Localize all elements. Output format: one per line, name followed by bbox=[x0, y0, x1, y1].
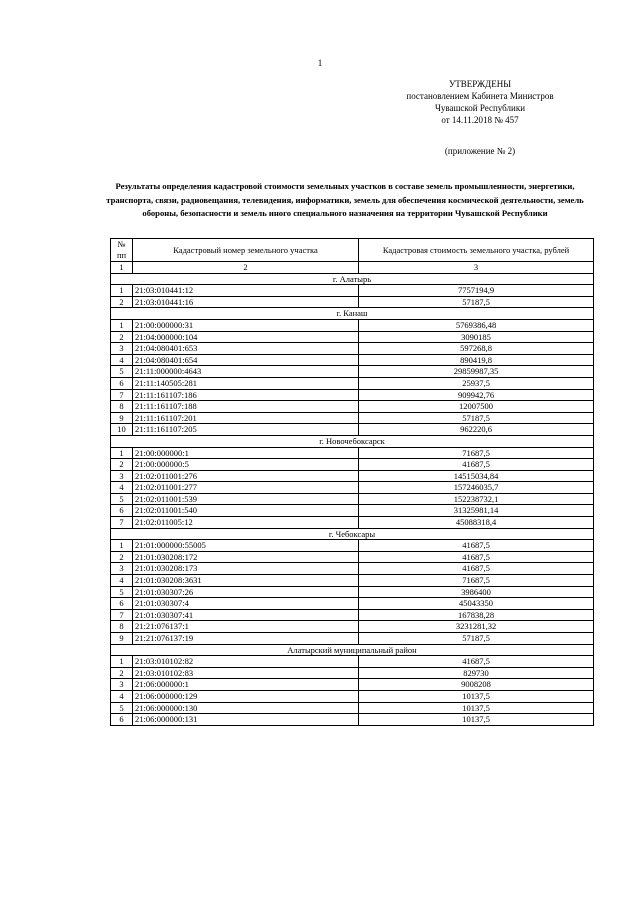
cadastral-value: 152238732,1 bbox=[359, 493, 594, 505]
cadastral-value: 10137,5 bbox=[359, 714, 594, 726]
row-number: 5 bbox=[111, 586, 133, 598]
row-number: 6 bbox=[111, 714, 133, 726]
cadastral-number: 21:04:080401:653 bbox=[133, 343, 359, 355]
cadastral-value: 909942,76 bbox=[359, 389, 594, 401]
cadastral-number: 21:00:000000:1 bbox=[133, 447, 359, 459]
row-number: 1 bbox=[111, 656, 133, 668]
cadastral-value: 57187,5 bbox=[359, 412, 594, 424]
cadastral-value: 45043350 bbox=[359, 598, 594, 610]
cadastral-number: 21:06:000000:1 bbox=[133, 679, 359, 691]
cadastral-number: 21:06:000000:131 bbox=[133, 714, 359, 726]
column-number-row bbox=[111, 262, 594, 274]
row-number: 5 bbox=[111, 702, 133, 714]
cadastral-number: 21:11:161107:201 bbox=[133, 412, 359, 424]
section-row bbox=[111, 308, 594, 320]
cadastral-value: 45088318,4 bbox=[359, 517, 594, 529]
row-number: 6 bbox=[111, 377, 133, 389]
table-row bbox=[111, 690, 594, 702]
table-row bbox=[111, 459, 594, 471]
cadastral-value: 10137,5 bbox=[359, 702, 594, 714]
cadastral-number: 21:03:010102:83 bbox=[133, 667, 359, 679]
cadastral-table bbox=[110, 238, 594, 726]
cadastral-number: 21:01:030307:41 bbox=[133, 609, 359, 621]
cadastral-value: 25937,5 bbox=[359, 377, 594, 389]
document-heading: Результаты определения кадастровой стоимости земельных участков в составе земель промышленности, энергетики, транспорта, связи, радиовещания, телевидения, информатики, земель для обеспечения космической деятельности, земель обороны, безопасности и земель иного специального назначения на территории Чувашской Республики bbox=[106, 181, 584, 218]
cadastral-value: 71687,5 bbox=[359, 447, 594, 459]
row-number: 2 bbox=[111, 296, 133, 308]
page-number: 1 bbox=[317, 58, 323, 68]
table-row bbox=[111, 551, 594, 563]
row-number: 8 bbox=[111, 401, 133, 413]
cadastral-value: 41687,5 bbox=[359, 551, 594, 563]
row-number: 1 bbox=[111, 540, 133, 552]
cadastral-number: 21:02:011001:540 bbox=[133, 505, 359, 517]
table-body bbox=[111, 273, 594, 725]
approval-date: от 14.11.2018 № 457 bbox=[441, 115, 519, 125]
cadastral-number: 21:02:011005:12 bbox=[133, 517, 359, 529]
cadastral-number: 21:11:000000:4643 bbox=[133, 366, 359, 378]
cadastral-number: 21:03:010441:16 bbox=[133, 296, 359, 308]
cadastral-value: 167838,28 bbox=[359, 609, 594, 621]
annex-label: (приложение № 2) bbox=[444, 146, 516, 156]
table-row bbox=[111, 575, 594, 587]
cadastral-number: 21:06:000000:129 bbox=[133, 690, 359, 702]
cadastral-number: 21:11:161107:188 bbox=[133, 401, 359, 413]
row-number: 2 bbox=[111, 667, 133, 679]
cadastral-value: 3090185 bbox=[359, 331, 594, 343]
section-row bbox=[111, 528, 594, 540]
cadastral-number: 21:11:161107:186 bbox=[133, 389, 359, 401]
cadastral-number: 21:01:030208:173 bbox=[133, 563, 359, 575]
row-number: 10 bbox=[111, 424, 133, 436]
table-row bbox=[111, 633, 594, 645]
table-row bbox=[111, 424, 594, 436]
cadastral-value: 829730 bbox=[359, 667, 594, 679]
table-row bbox=[111, 656, 594, 668]
approval-republic: Чувашской Республики bbox=[434, 103, 526, 113]
table-row bbox=[111, 598, 594, 610]
cadastral-number: 21:01:030208:172 bbox=[133, 551, 359, 563]
row-number: 4 bbox=[111, 575, 133, 587]
cadastral-value: 41687,5 bbox=[359, 540, 594, 552]
table-row bbox=[111, 343, 594, 355]
section-title: г. Канаш bbox=[111, 308, 594, 320]
section-title: Алатырский муниципальный район bbox=[111, 644, 594, 656]
column-number: 2 bbox=[133, 262, 359, 274]
cadastral-number: 21:01:000000:55005 bbox=[133, 540, 359, 552]
header-cadastral: Кадастровый номер земельного участка bbox=[133, 239, 359, 262]
table-row bbox=[111, 377, 594, 389]
table-row bbox=[111, 354, 594, 366]
cadastral-number: 21:04:080401:654 bbox=[133, 354, 359, 366]
column-number: 3 bbox=[359, 262, 594, 274]
cadastral-value: 57187,5 bbox=[359, 633, 594, 645]
table-row bbox=[111, 702, 594, 714]
cadastral-value: 962220,6 bbox=[359, 424, 594, 436]
cadastral-value: 157246035,7 bbox=[359, 482, 594, 494]
cadastral-value: 41687,5 bbox=[359, 459, 594, 471]
row-number: 7 bbox=[111, 517, 133, 529]
cadastral-number: 21:01:030208:3631 bbox=[133, 575, 359, 587]
table-row bbox=[111, 586, 594, 598]
table-row bbox=[111, 296, 594, 308]
cadastral-value: 5769386,48 bbox=[359, 319, 594, 331]
row-number: 9 bbox=[111, 633, 133, 645]
cadastral-number: 21:21:076137:1 bbox=[133, 621, 359, 633]
table-row bbox=[111, 319, 594, 331]
table-row bbox=[111, 493, 594, 505]
row-number: 2 bbox=[111, 331, 133, 343]
section-row bbox=[111, 273, 594, 285]
row-number: 6 bbox=[111, 598, 133, 610]
section-title: г. Алатырь bbox=[111, 273, 594, 285]
row-number: 2 bbox=[111, 459, 133, 471]
table-header-row bbox=[111, 239, 594, 262]
row-number: 5 bbox=[111, 366, 133, 378]
table-row bbox=[111, 679, 594, 691]
table-row bbox=[111, 517, 594, 529]
cadastral-value: 71687,5 bbox=[359, 575, 594, 587]
table-row bbox=[111, 401, 594, 413]
cadastral-number: 21:11:140505:281 bbox=[133, 377, 359, 389]
row-number: 3 bbox=[111, 343, 133, 355]
cadastral-value: 3986400 bbox=[359, 586, 594, 598]
row-number: 3 bbox=[111, 563, 133, 575]
cadastral-value: 597268,8 bbox=[359, 343, 594, 355]
table-row bbox=[111, 667, 594, 679]
section-row bbox=[111, 435, 594, 447]
cadastral-value: 14515034,84 bbox=[359, 470, 594, 482]
cadastral-number: 21:00:000000:31 bbox=[133, 319, 359, 331]
cadastral-number: 21:03:010441:12 bbox=[133, 285, 359, 297]
row-number: 5 bbox=[111, 493, 133, 505]
row-number: 1 bbox=[111, 447, 133, 459]
table-row bbox=[111, 609, 594, 621]
cadastral-value: 10137,5 bbox=[359, 690, 594, 702]
cadastral-number: 21:00:000000:5 bbox=[133, 459, 359, 471]
section-title: г. Чебоксары bbox=[111, 528, 594, 540]
cadastral-number: 21:03:010102:82 bbox=[133, 656, 359, 668]
table-row bbox=[111, 563, 594, 575]
cadastral-number: 21:01:030307:26 bbox=[133, 586, 359, 598]
row-number: 4 bbox=[111, 690, 133, 702]
table-row bbox=[111, 482, 594, 494]
cadastral-number: 21:21:076137:19 bbox=[133, 633, 359, 645]
row-number: 7 bbox=[111, 609, 133, 621]
cadastral-value: 3231281,32 bbox=[359, 621, 594, 633]
header-no: № пп bbox=[111, 239, 133, 262]
approval-title: УТВЕРЖДЕНЫ bbox=[448, 79, 512, 89]
table-row bbox=[111, 505, 594, 517]
cadastral-number: 21:02:011001:277 bbox=[133, 482, 359, 494]
row-number: 3 bbox=[111, 679, 133, 691]
column-number: 1 bbox=[111, 262, 133, 274]
cadastral-value: 31325981,14 bbox=[359, 505, 594, 517]
cadastral-number: 21:01:030307:4 bbox=[133, 598, 359, 610]
table-row bbox=[111, 470, 594, 482]
row-number: 4 bbox=[111, 354, 133, 366]
cadastral-value: 57187,5 bbox=[359, 296, 594, 308]
row-number: 9 bbox=[111, 412, 133, 424]
cadastral-value: 12007500 bbox=[359, 401, 594, 413]
table-row bbox=[111, 366, 594, 378]
cadastral-value: 41687,5 bbox=[359, 563, 594, 575]
row-number: 7 bbox=[111, 389, 133, 401]
approval-issuer: постановлением Кабинета Министров bbox=[406, 91, 554, 101]
row-number: 8 bbox=[111, 621, 133, 633]
row-number: 6 bbox=[111, 505, 133, 517]
row-number: 1 bbox=[111, 319, 133, 331]
section-row bbox=[111, 644, 594, 656]
cadastral-value: 9008208 bbox=[359, 679, 594, 691]
cadastral-number: 21:02:011001:276 bbox=[133, 470, 359, 482]
table-row bbox=[111, 389, 594, 401]
table-row bbox=[111, 447, 594, 459]
section-title: г. Новочебоксарск bbox=[111, 435, 594, 447]
cadastral-number: 21:11:161107:205 bbox=[133, 424, 359, 436]
table-row bbox=[111, 285, 594, 297]
cadastral-value: 41687,5 bbox=[359, 656, 594, 668]
cadastral-value: 890419,8 bbox=[359, 354, 594, 366]
cadastral-value: 29859987,35 bbox=[359, 366, 594, 378]
row-number: 2 bbox=[111, 551, 133, 563]
row-number: 4 bbox=[111, 482, 133, 494]
table-row bbox=[111, 331, 594, 343]
approval-block bbox=[380, 78, 580, 126]
header-value: Кадастровая стоимость земельного участка, рублей bbox=[359, 239, 594, 262]
row-number: 3 bbox=[111, 470, 133, 482]
row-number: 1 bbox=[111, 285, 133, 297]
table-row bbox=[111, 540, 594, 552]
table-row bbox=[111, 714, 594, 726]
table-row bbox=[111, 412, 594, 424]
cadastral-number: 21:02:011001:539 bbox=[133, 493, 359, 505]
cadastral-number: 21:06:000000:130 bbox=[133, 702, 359, 714]
cadastral-number: 21:04:000000:104 bbox=[133, 331, 359, 343]
cadastral-value: 7757194,9 bbox=[359, 285, 594, 297]
table-row bbox=[111, 621, 594, 633]
